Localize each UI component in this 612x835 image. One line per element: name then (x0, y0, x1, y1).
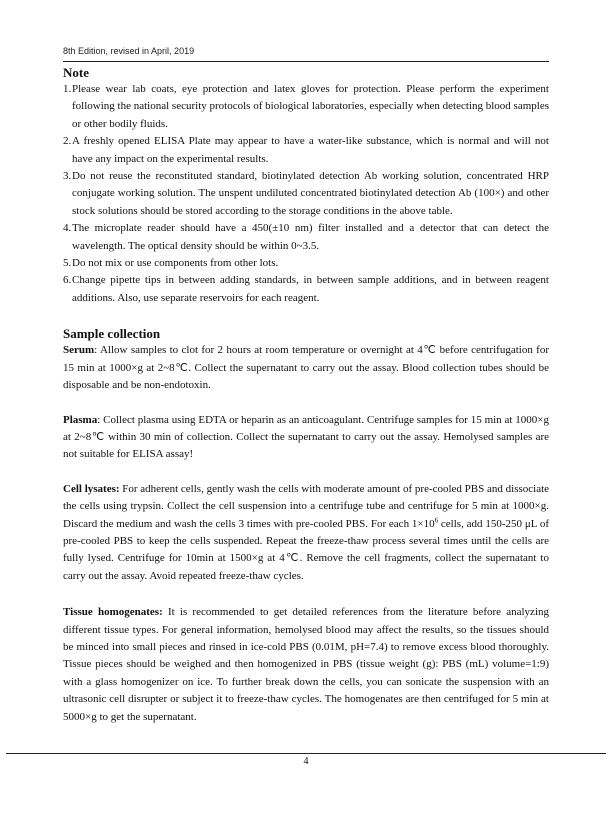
note-text: Change pipette tips in between adding standards, in between sample additions, and in between reagent additions. Also, use separate reservoirs for each reagent. (72, 274, 549, 304)
cell-count-exponent: 6 (434, 515, 439, 524)
page-body (63, 64, 549, 726)
plasma-paragraph (63, 412, 549, 464)
note-heading: Note (63, 65, 89, 80)
note-item (63, 133, 549, 168)
note-item (63, 255, 549, 272)
note-item (63, 81, 549, 133)
edition-header: 8th Edition, revised in April, 2019 (63, 46, 195, 56)
note-number: 5. (63, 257, 72, 270)
note-text: A freshly opened ELISA Plate may appear to have a water-like substance, which is normal and will not have any impact on the experimental results. (72, 135, 549, 165)
page-number: 4 (303, 756, 309, 767)
cell-lysates-text-before: For adherent cells, gently wash the cells with moderate amount of pre-cooled PBS and dissociate the cells using trypsin. Collect the cell suspension into a centrifuge tube and centrifuge for 5 min at 1000×g. Discard the medium and wash the cells 3 times with pre-cooled PBS. For each 1×10 (63, 482, 550, 530)
note-list (63, 81, 549, 307)
header-rule (63, 61, 549, 62)
note-text: Do not reuse the reconstituted standard, biotinylated detection Ab working solution, concentrated HRP conjugate working solution. The unspent undiluted concentrated biotinylated detection Ab (100×) and other stock solutions should be stored according to the storage conditions in the above table. (72, 170, 549, 217)
sample-collection-heading: Sample collection (63, 326, 161, 342)
note-text: Please wear lab coats, eye protection and latex gloves for protection. Please perform the experiment following the national security protocols of biological laboratories, especially when detecting blood samples or other bodily fluids. (72, 83, 549, 130)
note-item (63, 168, 549, 220)
note-item (63, 272, 549, 307)
tissue-homogenates-label: Tissue homogenates: (63, 606, 163, 619)
tissue-homogenates-text: It is recommended to get detailed references from the literature before analyzing different tissue types. For general information, hemolysed blood may affect the results, so the tissues should be minced into small pieces and rinsed in ice-cold PBS (0.01M, pH=7.4) to remove excess blood thoroughly. Tissue pieces should be weighed and then homogenized in PBS (tissue weight (g): PBS (mL) volume=1:9) with a glass homogenizer on ice. To further break down the cells, you can sonicate the suspension with an ultrasonic cell disrupter or subject it to freeze-thaw cycles. The homogenates are then centrifuged for 5 min at 5000×g to get the supernatant. (63, 606, 549, 723)
note-text: The microplate reader should have a 450(±10 nm) filter installed and a detector that can detect the wavelength. The optical density should be within 0~3.5. (72, 222, 549, 252)
footer-rule (6, 753, 606, 754)
note-number: 4. (63, 222, 72, 235)
tissue-homogenates-paragraph (63, 604, 549, 726)
cell-lysates-text-after: cells, add 150-250 μL of pre-cooled PBS to keep the cells suspended. Repeat the freeze-thaw process several times until the cells are fully lysed. Centrifuge for 10min at 1500×g at 4℃. Remove the cell fragments, collect the supernatant to carry out the assay. Avoid repeated freeze-thaw cycles. (63, 517, 550, 582)
note-number: 6. (63, 274, 72, 287)
plasma-text: : Collect plasma using EDTA or heparin as an anticoagulant. Centrifuge samples for 15 min at 1000×g at 2~8℃ within 30 min of collection. Collect the supernatant to carry out the assay. Hemolysed samples are not suitable for ELISA assay! (63, 413, 549, 461)
cell-lysates-label: Cell lysates: (63, 482, 120, 495)
serum-paragraph (63, 342, 549, 394)
note-text: Do not mix or use components from other lots. (72, 257, 279, 270)
plasma-label: Plasma (63, 413, 98, 426)
note-number: 3. (63, 170, 72, 183)
note-number: 2. (63, 135, 72, 148)
cell-lysates-paragraph (63, 481, 549, 585)
serum-text: : Allow samples to clot for 2 hours at room temperature or overnight at 4℃ before centrifugation for 15 min at 1000×g at 2~8℃. Collect the supernatant to carry out the assay. Blood collection tubes should be disposable and be non-endotoxin. (63, 344, 549, 392)
note-item (63, 220, 549, 255)
serum-label: Serum (63, 344, 95, 357)
note-number: 1. (63, 83, 72, 95)
